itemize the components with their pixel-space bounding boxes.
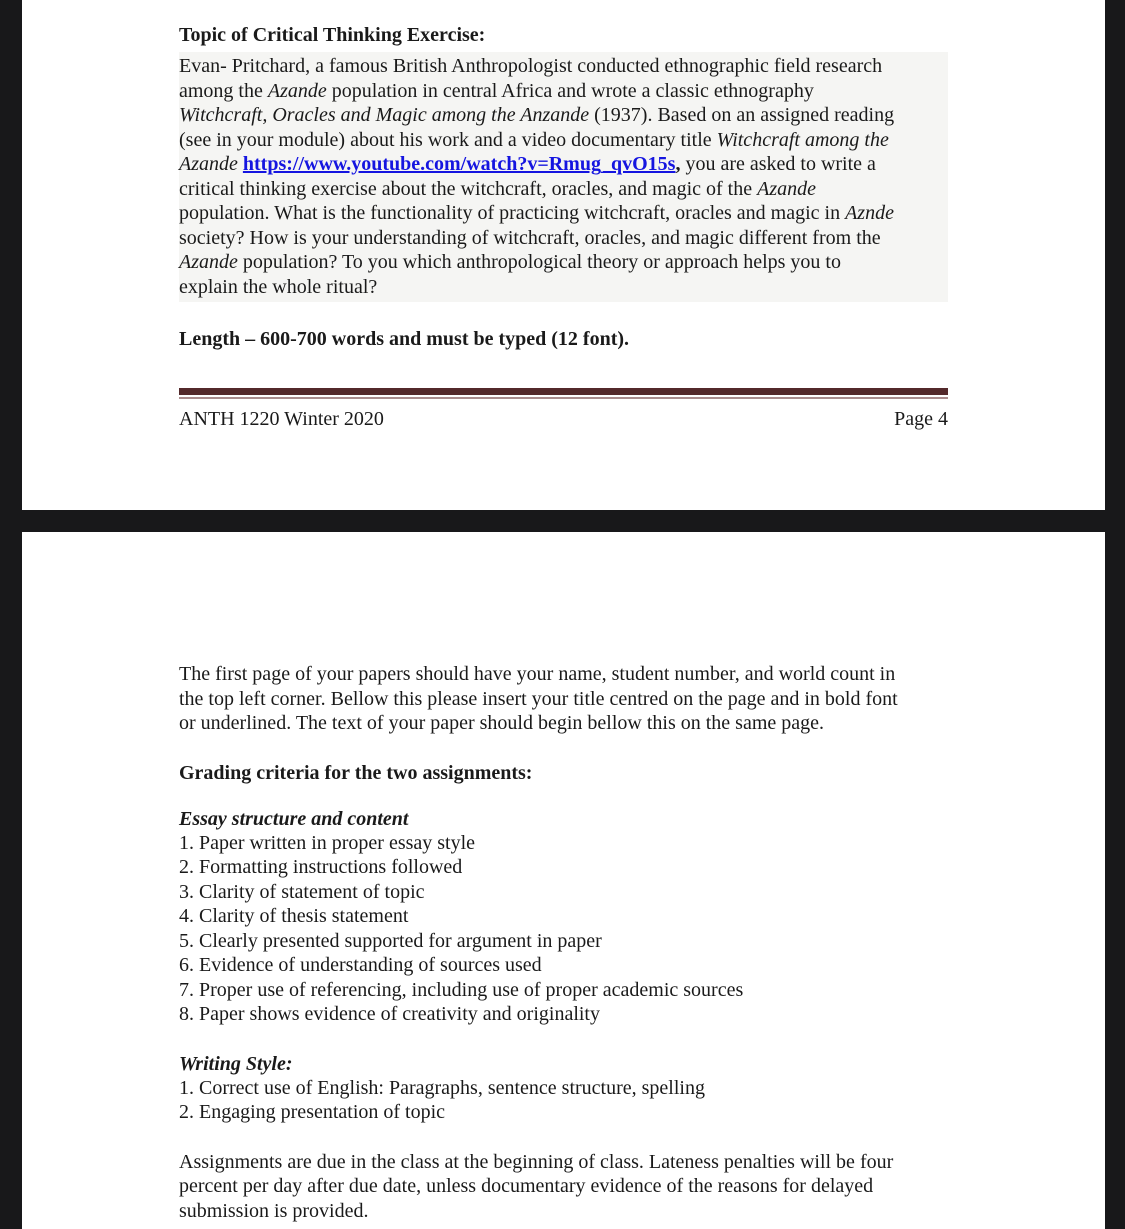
text-line bbox=[179, 177, 948, 202]
text-line bbox=[179, 152, 948, 177]
text-segment: Witchcraft among the bbox=[716, 128, 889, 151]
document-page-4 bbox=[22, 0, 1105, 510]
text-line: 4. Clarity of thesis statement bbox=[179, 905, 409, 927]
text-line: Assignments are due in the class at the beginning of class. Lateness penalties will be four bbox=[179, 1150, 894, 1173]
text-segment: Evan- Pritchard, a famous British Anthropologist conducted ethnographic field research bbox=[179, 55, 883, 77]
text-line bbox=[179, 103, 948, 128]
text-line bbox=[179, 54, 948, 79]
text-segment: Azande bbox=[267, 79, 327, 102]
divider-dark-bar bbox=[179, 388, 948, 395]
text-line: The first page of your papers should have your name, student number, and world count in bbox=[179, 663, 896, 685]
text-segment: Azande bbox=[179, 153, 243, 175]
text-segment: critical thinking exercise about the witchcraft, oracles, and magic of the bbox=[179, 177, 758, 200]
text-line: 1. Correct use of English: Paragraphs, sentence structure, spelling bbox=[179, 1076, 705, 1099]
text-segment: you are asked to write a bbox=[685, 153, 876, 175]
text-line: 6. Evidence of understanding of sources used bbox=[179, 954, 542, 976]
writing-style-list bbox=[179, 1076, 948, 1125]
text-line: or underlined. The text of your paper should begin bellow this on the same page. bbox=[179, 712, 825, 734]
text-segment: (1937). Based on an assigned reading bbox=[589, 104, 895, 126]
text-segment: explain the whole ritual? bbox=[179, 275, 378, 298]
footer-course-label: ANTH 1220 Winter 2020 bbox=[179, 408, 384, 430]
highlighted-paragraph bbox=[179, 52, 948, 302]
text-line: 5. Clearly presented supported for argument in paper bbox=[179, 929, 602, 952]
youtube-link[interactable]: https://www.youtube.com/watch?v=Rmug_qvO15s bbox=[242, 153, 676, 175]
text-segment: Aznde bbox=[845, 202, 894, 224]
text-line bbox=[179, 275, 948, 300]
text-segment: among the bbox=[179, 79, 268, 102]
essay-structure-heading: Essay structure and content bbox=[179, 807, 409, 830]
text-segment: population in central Africa and wrote a classic ethnography bbox=[326, 79, 814, 102]
text-line: 8. Paper shows evidence of creativity and originality bbox=[179, 1003, 600, 1025]
lateness-policy-paragraph bbox=[179, 1150, 948, 1224]
footer-divider-rule bbox=[179, 388, 948, 399]
writing-style-heading: Writing Style: bbox=[179, 1052, 293, 1075]
text-line: 7. Proper use of referencing, including use of proper academic sources bbox=[179, 978, 744, 1001]
text-line bbox=[179, 250, 948, 275]
text-line: 2. Formatting instructions followed bbox=[179, 856, 463, 878]
text-line bbox=[179, 201, 948, 226]
text-segment: Witchcraft, Oracles and Magic among the Anzande bbox=[179, 104, 590, 126]
text-line: percent per day after due date, unless documentary evidence of the reasons for delayed bbox=[179, 1175, 874, 1197]
text-segment: Azande bbox=[757, 177, 816, 200]
text-line: 1. Paper written in proper essay style bbox=[179, 831, 476, 854]
text-line: the top left corner. Bellow this please insert your title centred on the page and in bold font bbox=[179, 687, 898, 710]
text-line bbox=[179, 128, 948, 153]
topic-heading: Topic of Critical Thinking Exercise: bbox=[179, 24, 486, 46]
text-segment: population? To you which anthropological theory or approach helps you to bbox=[237, 251, 841, 273]
text-line bbox=[179, 226, 948, 251]
formatting-instructions-paragraph bbox=[179, 662, 948, 736]
essay-criteria-list bbox=[179, 831, 948, 1027]
length-requirement: Length – 600-700 words and must be typed (12 font). bbox=[179, 328, 630, 350]
footer-page-number: Page 4 bbox=[894, 408, 948, 430]
text-segment: society? How is your understanding of witchcraft, oracles, and magic different from the bbox=[179, 226, 881, 249]
text-line: 2. Engaging presentation of topic bbox=[179, 1101, 446, 1123]
text-line bbox=[179, 79, 948, 104]
text-segment: population. What is the functionality of practicing witchcraft, oracles and magic in bbox=[179, 202, 846, 224]
divider-light-bar bbox=[179, 397, 948, 399]
page-footer bbox=[179, 407, 948, 431]
text-segment: (see in your module) about his work and a video documentary title bbox=[179, 128, 717, 151]
text-line: 3. Clarity of statement of topic bbox=[179, 880, 425, 903]
text-line: submission is provided. bbox=[179, 1199, 369, 1222]
grading-criteria-heading: Grading criteria for the two assignments: bbox=[179, 761, 533, 784]
text-segment: Azande bbox=[179, 251, 238, 273]
text-segment: , bbox=[675, 153, 686, 175]
document-page-5 bbox=[22, 532, 1105, 1229]
